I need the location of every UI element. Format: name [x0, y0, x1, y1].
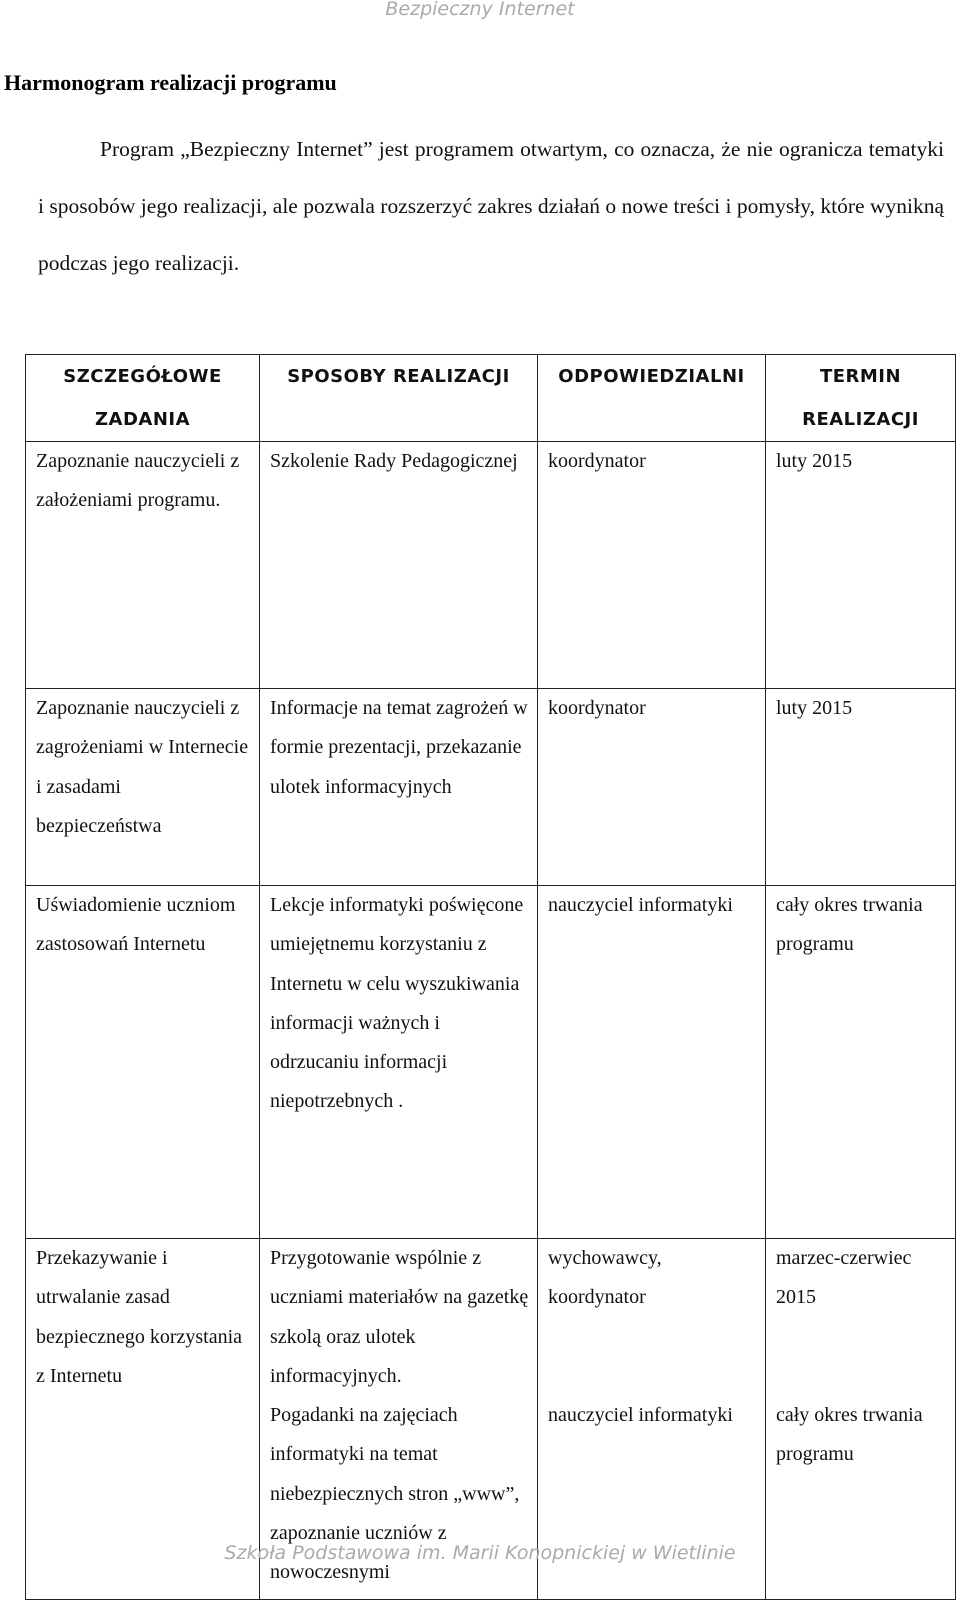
responsible-text: nauczyciel informatyki [548, 894, 733, 916]
intro-paragraph: Program „Bezpieczny Internet” jest programem otwartym, co oznacza, że nie ogranicza tematyki i sposobów jego realizacji, ale pozwala rozszerzyć zakres działań o nowe treści i pomysły, które wynikną podczas jego realizacji. [38, 137, 944, 275]
task-cell [26, 689, 260, 886]
table-header-row [26, 355, 956, 442]
task-text: Przekazywanie i utrwalanie zasad bezpiecznego korzystania z Internetu [36, 1247, 243, 1387]
header-responsible: ODPOWIEDZIALNI [538, 355, 766, 442]
deadline-text: luty 2015 [776, 450, 853, 472]
method-text: Pogadanki na zajęciach informatyki na temat niebezpiecznych stron „www”, zapoznanie uczniów z nowoczesnymi [270, 1404, 520, 1584]
responsible-cell [538, 689, 766, 886]
table-row [26, 442, 956, 689]
deadline-text: cały okres trwania programu [776, 1404, 923, 1466]
table-row [26, 886, 956, 1239]
responsible-text: koordynator [548, 697, 646, 719]
responsible-cell [538, 442, 766, 689]
method-cell [260, 886, 538, 1239]
deadline-text: cały okres trwania programu [776, 894, 923, 956]
task-text: Uświadomienie uczniom zastosowań Internetu [36, 894, 236, 956]
task-cell [26, 442, 260, 689]
schedule-table [25, 354, 956, 1600]
page-title: Harmonogram realizacji programu [4, 70, 337, 95]
method-cell [260, 442, 538, 689]
table-row [26, 689, 956, 886]
responsible-cell [538, 886, 766, 1239]
method-text: Przygotowanie wspólnie z uczniami materiałów na gazetkę szkolą oraz ulotek informacyjnych. [270, 1247, 529, 1387]
responsible-text: nauczyciel informatyki [548, 1404, 733, 1426]
page-header: Bezpieczny Internet [385, 0, 575, 20]
responsible-text: wychowawcy, koordynator [548, 1247, 662, 1309]
method-cell [260, 689, 538, 886]
task-text: Zapoznanie nauczycieli z zagrożeniami w Internecie i zasadami bezpieczeństwa [36, 697, 249, 837]
deadline-cell [766, 886, 956, 1239]
task-cell [26, 886, 260, 1239]
method-text: Lekcje informatyki poświęcone umiejętnemu korzystaniu z Internetu w celu wyszukiwania informacji ważnych i odrzucaniu informacji niepotrzebnych . [270, 894, 524, 1113]
method-text: Informacje na temat zagrożeń w formie prezentacji, przekazanie ulotek informacyjnych [270, 697, 528, 798]
header-deadline: TERMIN REALIZACJI [766, 355, 956, 442]
page-footer: Szkoła Podstawowa im. Marii Konopnickiej w Wietlinie [224, 1542, 736, 1564]
responsible-text: koordynator [548, 450, 646, 472]
deadline-text: luty 2015 [776, 697, 853, 719]
deadline-text: marzec-czerwiec 2015 [776, 1247, 912, 1309]
deadline-cell [766, 689, 956, 886]
task-text: Zapoznanie nauczycieli z założeniami programu. [36, 450, 240, 512]
header-methods: SPOSOBY REALIZACJI [260, 355, 538, 442]
header-tasks: SZCZEGÓŁOWE ZADANIA [26, 355, 260, 442]
deadline-cell [766, 442, 956, 689]
method-text: Szkolenie Rady Pedagogicznej [270, 450, 518, 472]
